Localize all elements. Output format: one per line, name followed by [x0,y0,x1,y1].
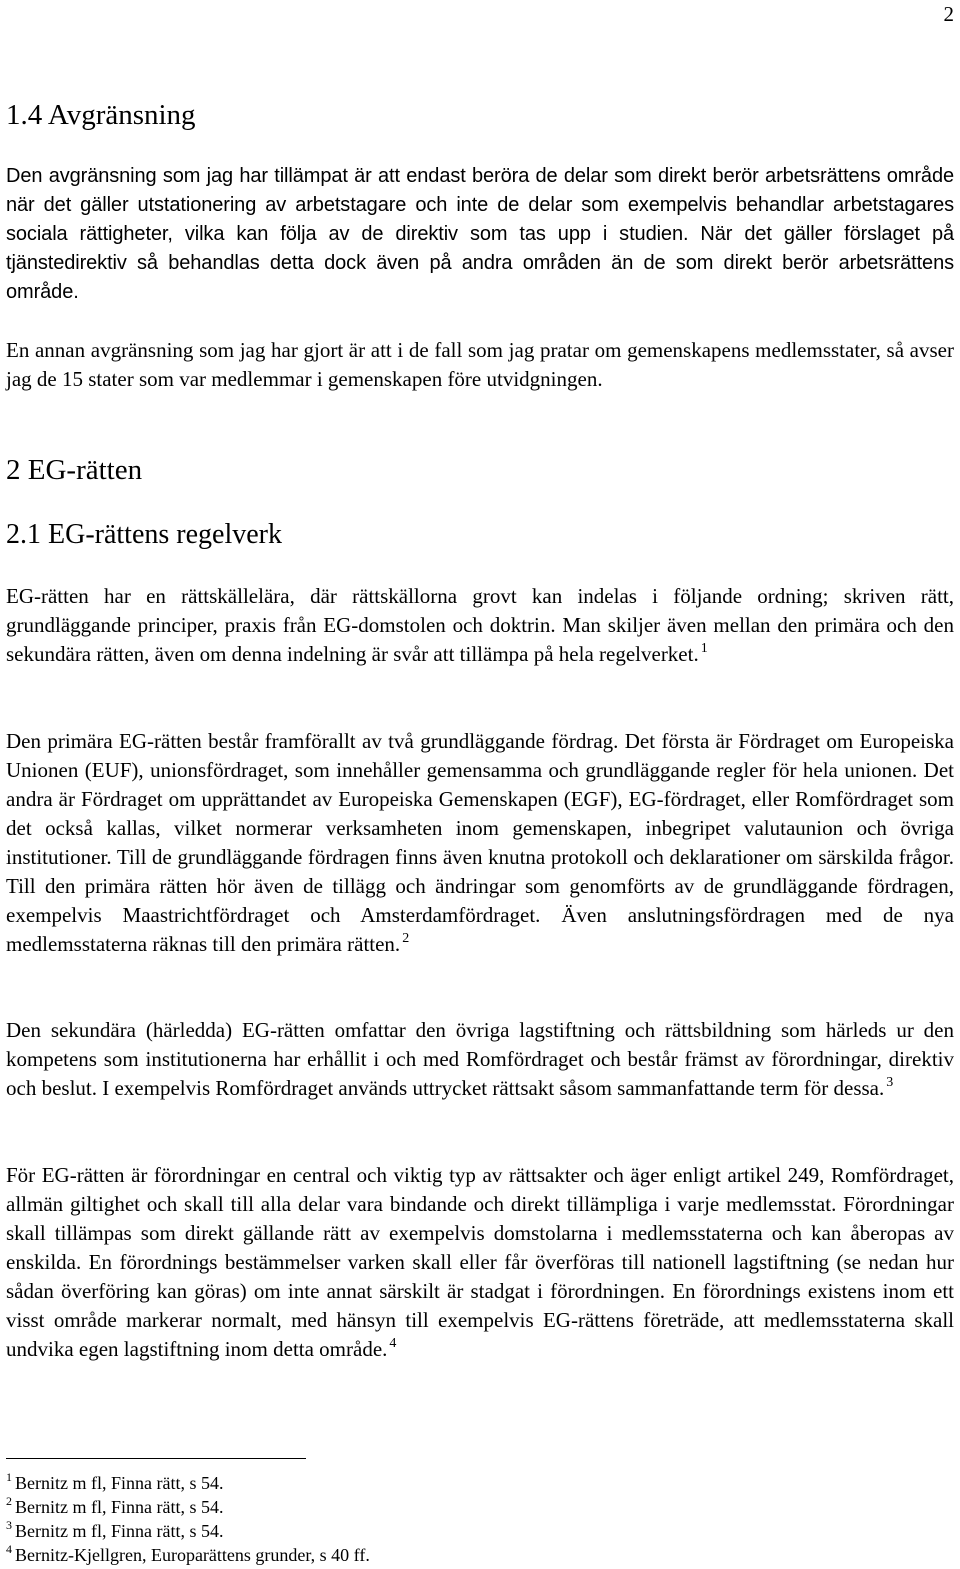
heading-1-4: 1.4 Avgränsning [6,99,196,131]
footnote-3: $^3$ Bernitz m fl, Finna rätt, s 54. [6,1518,224,1541]
footnote-ref-1[interactable]: 1 [700,641,708,656]
page-number: 2 [943,2,954,26]
paragraph-2-1-4: För EG-rätten är förordningar en central och viktig typ av rättsakter och äger enligt artikel 249, Romfördraget, allmän giltighet och skall till alla delar vara bindande och direkt tillämpliga i varje medlemsstat. Förordningar skall tillämpas som direkt gällande rätt av exempelvis domstolarna i medlemsstaterna och kan åberopas av enskilda. En förordnings bestämmelser varken skall eller får överföras till nationell lagstiftning (se nedan hur sådan överföring kan göras) om inte annat särskilt är stadgat i förordningen. En förordnings existens inom ett visst område markerar normalt, med hänsyn till exempelvis EG-rättens företräde, att medlemsstaterna skall undvika egen lagstiftning inom detta område. $^4$ [6,1163,954,1361]
footnote-2: $^2$ Bernitz m fl, Finna rätt, s 54. [6,1494,224,1517]
paragraph-2-1-3: Den sekundära (härledda) EG-rätten omfattar den övriga lagstiftning och rättsbildning som härleds ur den kompetens som institutionerna har erhållit i och med Romfördraget och består främst av förordningar, direktiv och beslut. I exempelvis Romfördraget används uttrycket rättsakt såsom sammanfattande term för dessa. $^3$ [6,1018,954,1100]
paragraph-2-1-1: EG-rätten har en rättskällelära, där rättskällorna grovt kan indelas i följande ordning; skriven rätt, grundläggande principer, praxis från EG-domstolen och doktrin. Man skiljer även mellan den primära och den sekundära rätten, även om denna indelning är svår att tillämpa på hela regelverket. $^1$ [6,584,954,666]
footnote-separator [6,1458,306,1459]
heading-2-1: 2.1 EG-rättens regelverk [6,519,282,550]
footnotes [6,1471,954,1567]
heading-2: 2 EG-rätten [6,454,143,486]
paragraph-2-1-2: Den primära EG-rätten består framförallt av två grundläggande fördrag. Det första är Fördraget om Europeiska Unionen (EUF), unionsfördraget, som innehåller gemensamma och grundläggande regler för hela unionen. Det andra är Fördraget om upprättandet av Europeiska Gemenskapen (EGF), EG-fördraget, eller Romfördraget som det också kallas, vilket normerar verksamheten inom gemenskapen, inbegripet valutaunion och övriga institutioner. Till de grundläggande fördragen finns även knutna protokoll och deklarationer om särskilda frågor. Till den primära rätten hör även de tillägg och ändringar som genomförts av de grundläggande fördragen, exempelvis Maastrichtfördraget och Amsterdamfördraget. Även anslutningsfördragen med de nya medlemsstaterna räknas till den primära rätten. $^2$ [6,729,954,956]
footnote-4: $^4$ Bernitz-Kjellgren, Europarättens grunder, s 40 ff. [6,1542,370,1565]
footnote-ref-2[interactable]: 2 [402,931,410,946]
footnote-ref-3[interactable]: 3 [886,1075,894,1090]
footnote-ref-4[interactable]: 4 [389,1336,397,1351]
footnote-1: $^1$ Bernitz m fl, Finna rätt, s 54. [6,1470,224,1493]
paragraph-1-4-2: En annan avgränsning som jag har gjort är att i de fall som jag pratar om gemenskapens medlemsstater, så avser jag de 15 stater som var medlemmar i gemenskapen före utvidgningen. [6,338,954,391]
paragraph-1-4-1: Den avgränsning som jag har tillämpat är att endast beröra de delar som direkt berör arbetsrättens område när det gäller utstationering av arbetstagare och inte de delar som exempelvis behandlar arbetstagares sociala rättigheter, vilka kan följa av de direktiv som tas upp i studien. När det gäller förslaget på tjänstedirektiv så behandlas detta dock även på andra områden än de som direkt berör arbetsrättens område. [6,165,954,303]
